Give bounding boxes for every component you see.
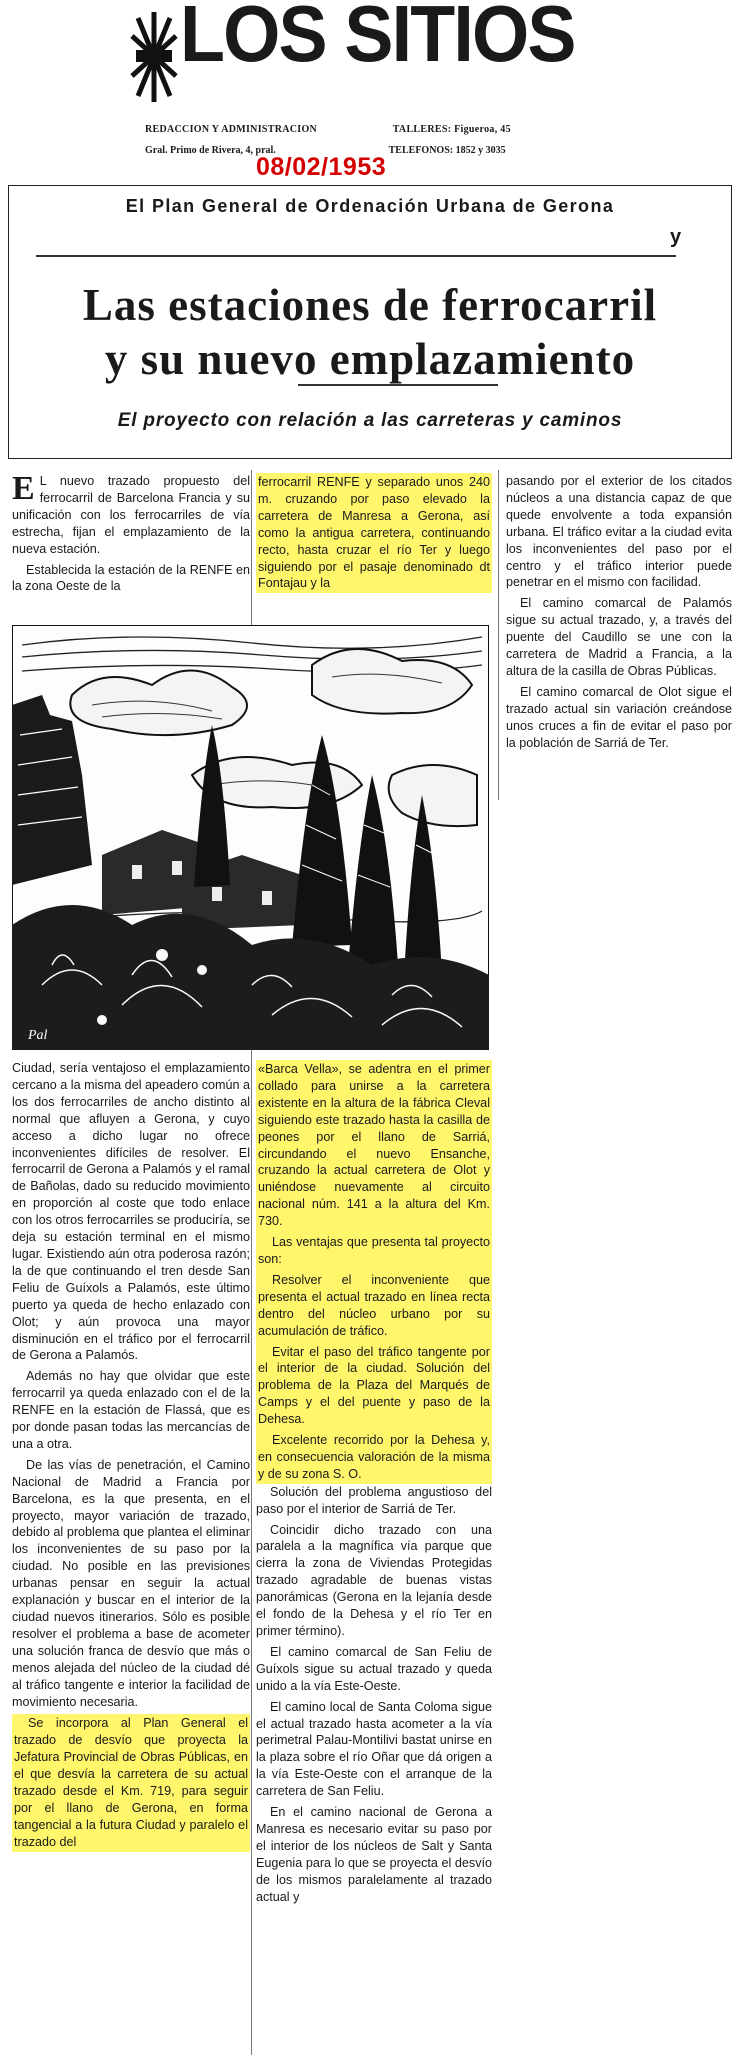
article-column-2-top — [256, 473, 492, 597]
article-paragraph: El camino local de Santa Coloma sigue el actual trazado hasta acometer a la vía perimetral Palau-Montilivi bastat unirse en la plaza sobre el río Oñar que dá origen a la vía Este-Oeste con el arranque de la carretera de San Feliu. — [256, 1699, 492, 1799]
masthead-info-line1 — [145, 124, 511, 135]
newspaper-title: LOS SITIOS — [180, 0, 575, 78]
column-rule-2 — [498, 470, 499, 800]
article-column-1-bottom — [12, 1060, 250, 1856]
headline-subtitle: El proyecto con relación a las carreteras y caminos — [117, 410, 623, 431]
article-paragraph: «Barca Vella», se adentra en el primer collado para unirse a la carretera existente en la altura de la fábrica Cleval siguiendo este trazado hasta la casilla de peones por el llano de Sarriá, circundando el nuevo Ensanche, cruzando la actual carretera de Olot y uniéndose nuevamente al circuito nacional núm. 141 a la altura del Km. 730. — [258, 1062, 490, 1229]
edition-date: 08/02/1953 — [256, 153, 387, 181]
article-paragraph: En el camino nacional de Gerona a Manresa es necesario evitar su paso por el interior de los núcleos de Salt y Santa Eugenia para lo que se proyecta el desvío de los mismos paralelamente al trazado actual y — [256, 1805, 492, 1904]
masthead-telefonos: TELEFONOS: 1852 y 3035 — [388, 145, 506, 156]
headline-title — [0, 278, 740, 386]
article-paragraph: Excelente recorrido por la Dehesa y, en consecuencia valoración de la misma y de su zona S. O. — [258, 1433, 490, 1481]
highlighted-block — [256, 1060, 492, 1484]
article-paragraph: De las vías de penetración, el Camino Nacional de Madrid a Francia por Barcelona, es la que presenta, en el proyecto, mayor variación de trazado, debido al problema que plantea el eliminar los inconvenientes de su paso por la ciudad. No posible en las previsiones urbanas pensar en seguir la actual explanación y buscar en el interior de la ciudad nuevos itinerarios. Sólo es posible resolver el problema a base de acometer una solución franca de desvío que más o menos alejada del núcleo de la ciudad dé al tráfico tangente e interior la facilidad de movimiento necesaria. — [12, 1457, 250, 1709]
masthead-address: Gral. Primo de Rivera, 4, pral. — [145, 145, 276, 156]
illustration-signature: Pal — [28, 1028, 48, 1043]
drop-cap: E — [12, 470, 35, 507]
woodcut-illustration — [12, 625, 489, 1050]
article-paragraph: Coincidir dicho trazado con una paralela a la magnífica vía parque que cierra la zona de Viviendas Protegidas trazado agradable de buenas vistas panorámicas (Gerona en la lejanía desde el fondo de la Dehesa y el río Ter en primer término). — [256, 1522, 492, 1638]
article-column-2-bottom — [256, 1060, 492, 1910]
article-paragraph: Evitar el paso del tráfico tangente por el interior de la ciudad. Solución del problema de la Plaza del Marqués de Camps y el del puente y paso de la Dehesa. — [258, 1344, 490, 1427]
article-paragraph-highlighted: Se incorpora al Plan General el trazado de desvío que proyecta la Jefatura Provincial de Obras Públicas, en el que desvía la carretera de su actual trazado desde el Km. 719, para seguir por el llano de Gerona, en forma tangencial a la futura Ciudad y paralelo el trazado del — [12, 1714, 250, 1851]
headline-divider — [36, 255, 676, 257]
article-column-1-top — [12, 470, 250, 599]
article-paragraph: Establecida la estación de la RENFE en la zona Oeste de la — [12, 562, 250, 594]
article-paragraph: El camino comarcal de Palamós sigue su actual trazado, y, a través del puente del Caudillo se une con la carretera de Madrid a Francia, a la altura de la casilla de Obras Públicas. — [506, 596, 732, 678]
article-paragraph: pasando por el exterior de los citados núcleos a una distancia capaz de que quede envolvente a toda expansión urbana. El tráfico evitar a la ciudad evita los inconvenientes del paso por el centro y el tráfico interior puede penetrar en el mismo con facilidad. — [506, 474, 732, 590]
masthead-redaccion: REDACCION Y ADMINISTRACION — [145, 124, 318, 135]
article-paragraph: E L nuevo trazado propuesto del ferrocarril de Barcelona Francia y su unificación con los ferrocarriles de vía estrecha, fijan el emplazamiento de la nueva estación. — [12, 470, 250, 556]
article-paragraph: Resolver el inconveniente que presenta el actual trazado en línea recta dentro del núcleo urbano por su acumulación de tráfico. — [258, 1272, 490, 1338]
article-paragraph: Además no hay que olvidar que este ferrocarril ya queda enlazado con el de la RENFE en la estación de Flassá, que es por donde pasan todas las mercancías de una a otra. — [12, 1369, 250, 1451]
headline-underline — [298, 384, 498, 386]
masthead-talleres: TALLERES: Figueroa, 45 — [392, 124, 511, 135]
article-paragraph: Las ventajas que presenta tal proyecto son: — [258, 1235, 490, 1266]
headline-title-line1: Las estaciones de ferrocarril — [82, 280, 658, 330]
article-paragraph: Solución del problema angustioso del paso por el interior de Sarriá de Ter. — [256, 1484, 492, 1516]
article-column-3 — [506, 473, 732, 756]
article-paragraph: El camino comarcal de San Feliu de Guíxols sigue su actual trazado y queda unido a la vía Este-Oeste. — [256, 1644, 492, 1693]
headline-title-line2: y su nuevo emplazamiento — [104, 334, 636, 384]
headline-kicker-end: y — [670, 226, 682, 248]
headline-kicker: El Plan General de Ordenación Urbana de Gerona — [125, 196, 615, 216]
article-paragraph: El camino comarcal de Olot sigue el trazado actual sin variación creándose unos cruces a fin de evitar el paso por la población de Sarriá de Ter. — [506, 684, 732, 750]
yoke-and-arrows-emblem — [130, 6, 178, 106]
article-paragraph-highlighted: ferrocarril RENFE y separado unos 240 m. cruzando por paso elevado la carretera de Manresa a Gerona, así como la antigua carretera, continuando recto, hasta cruzar el río Ter y luego siguiendo por el pasaje denominado dt Fontajau y la — [256, 473, 492, 593]
article-paragraph: Ciudad, sería ventajoso el emplazamiento cercano a la misma del apeadero común a los dos ferrocarriles de ancho distinto al normal que afluyen a Gerona, y cuyo acceso a dicho lugar no ofrece inconvenientes difíciles de resolver. El ferrocarril de Gerona a Palamós y el ramal de Bañolas, dado su reducido movimiento en proporción al coste que todo enlace con los otros ferrocarriles se produciría, se deja su estación terminal en el mismo lugar. Existiendo aún otra poderosa razón; la de que continuando el tren desde San Feliu de Guíxols a Palamós, este último puerto ya queda de hecho enlazado con Olot; y aún provoca una mayor disminución en el tráfico por el ferrocarril de Gerona a Palamós. — [12, 1061, 251, 1363]
